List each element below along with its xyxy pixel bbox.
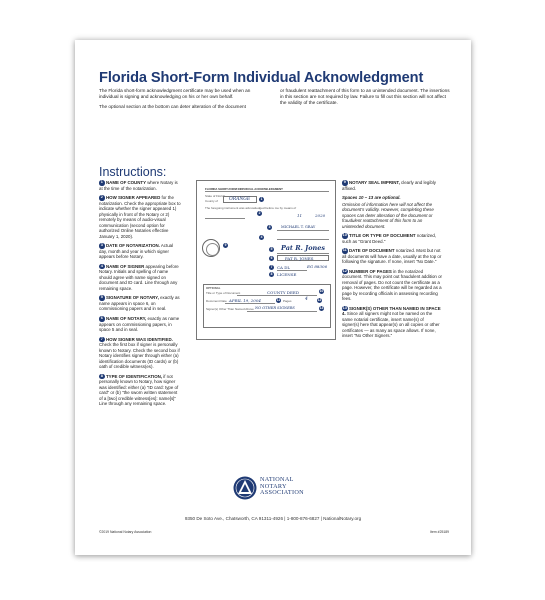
instruction-body: appearing before Notary. Initials and spelling of name should agree with name signed on document and ID card. Line through any remaining space. <box>99 263 179 291</box>
instruction-title: NUMBER OF PAGES <box>349 268 392 274</box>
instruction-item <box>99 243 181 260</box>
instructions-heading: Instructions: <box>99 165 167 179</box>
step-number-badge: 11 <box>342 248 347 253</box>
instruction-body: if not personally known to Notary, how signer was identified: either (a) "ID card: type of card" or (b) "the sworn written statement of a [two] credible witness[es]: name[s]" Line through any remaining space. <box>99 373 179 407</box>
instruction-body: Since all signers might not be named on the same notarial certificate, insert name(s) of signer(s) here that appear(s) on all copies or other certificates — as many as space allows. If none, insert "No Other Signers." <box>342 311 440 339</box>
step-number-badge: 7 <box>100 336 103 341</box>
instruction-body: where Notary is at the time of the notarization. <box>99 180 178 191</box>
instruction-body: clearly and legibly affixed. <box>342 180 436 191</box>
instructions-right-column <box>342 180 442 343</box>
optional-heading: Spaces 10 – 13 are optional. <box>342 195 401 201</box>
notary-seal-icon <box>202 239 220 257</box>
instruction-title: TYPE OF IDENTIFICATION, <box>106 373 163 379</box>
certificate-heading: FLORIDA SHORT-FORM INDIVIDUAL ACKNOWLEDGMENT <box>205 187 283 191</box>
item-number: Item #25189 <box>430 530 449 534</box>
sample-certificate: FLORIDA SHORT-FORM INDIVIDUAL ACKNOWLEDGMENT State of Florida County of ORANGE 1 The foregoing instrument was acknowledged before me by means of 2 11 2020 3 MICHAEL T. GRAY 4 9 Pat R. Jones 5 PAT R. JONES 6 7 CA DL EG 88306 8 LICENSE OPTIONAL Title or Type of Document COUNTY DEED 10 Document Date APRIL 19, 2004 11 Pages 4 12 Signer(s) Other Than Named Above NO OTHER SIGNERS 13 <box>196 180 336 340</box>
instruction-title: NAME OF COUNTY <box>106 180 147 185</box>
instruction-item <box>99 195 181 239</box>
instruction-item <box>342 233 442 244</box>
instruction-body: exactly as name appears in space 6, on commissioning papers and in seal. <box>99 295 180 312</box>
instruction-title: SIGNER(S) OTHER THAN NAMED IN SPACE 4. <box>342 305 441 317</box>
instruction-sheet <box>75 40 471 555</box>
instruction-title: NOTARY SEAL IMPRINT, <box>349 180 400 185</box>
step-number-badge: 6 <box>100 316 103 321</box>
year-value: 2020 <box>315 213 326 218</box>
instruction-item <box>342 180 442 191</box>
intro-right <box>280 88 450 110</box>
step-number-badge: 10 <box>342 233 347 238</box>
instruction-title: HOW SIGNER WAS IDENTIFIED. <box>106 336 173 342</box>
instruction-body: Check the first box if signer is personally known to Notary. Check the second box if Notary identifies signer through either (a) identification documents (ID cards) or (b) oath of credible witness(es). <box>99 342 180 370</box>
step-number-badge: 4 <box>100 263 103 268</box>
step-number-badge: 3 <box>100 243 103 248</box>
instruction-title: NAME OF SIGNER <box>106 263 145 269</box>
notary-name-value: PAT R. JONES <box>285 255 314 261</box>
doc-date-value: APRIL 19, 2004 <box>229 298 261 303</box>
instruction-title: NAME OF NOTARY, <box>106 315 147 321</box>
instruction-title: TITLE OR TYPE OF DOCUMENT <box>349 233 416 239</box>
instruction-title: SIGNATURE OF NOTARY, <box>106 295 159 301</box>
instruction-item <box>342 269 442 302</box>
instructions-left-column <box>99 180 181 411</box>
contact-address: 9350 De Soto Ave., Chatsworth, CA 91311-4926 | 1-800-876-6827 | NationalNotary.org <box>184 516 362 521</box>
instruction-item <box>99 337 181 370</box>
doc-title-value: COUNTY DEED <box>267 290 300 295</box>
step-number-badge: 9 <box>343 180 346 185</box>
instruction-body: for the notarization. Check the appropriate box to indicate whether the signer appeared 1) physically in front of the Notary or 2) remotely by means of audio-visual communication (second option for authorized Online Notaries effective January 1, 2020). <box>99 195 181 239</box>
nna-seal-logo-icon <box>233 476 257 500</box>
instruction-item <box>99 316 181 333</box>
instruction-item <box>99 295 181 312</box>
step-number-badge: 13 <box>342 305 347 310</box>
instruction-body: exactly as name appears on commissioning papers, in space 5 and in seal. <box>99 315 180 333</box>
instruction-body: Actual day, month and year in which signer appears before Notary. <box>99 243 174 260</box>
county-value: ORANGE <box>229 196 251 202</box>
instruction-body: notarized, such as "Grant Deed." <box>342 233 437 244</box>
copyright-notice: ©2019 National Notary Association <box>99 530 152 534</box>
instruction-body: in the notarized document. This may point out fraudulent addition or removal of pages. Do not count the certificate as a page. However, the certificate will be regarded as a page by recording officials in assessing recording fees. <box>342 268 442 302</box>
instruction-item <box>99 180 181 191</box>
instruction-item <box>342 306 442 339</box>
step-number-badge: 5 <box>100 295 103 300</box>
step-number-badge: 2 <box>100 195 103 200</box>
step-number-badge: 12 <box>342 268 347 273</box>
intro-text: The optional section at the bottom can deter alteration of the document <box>99 103 246 109</box>
notary-signature: Pat R. Jones <box>281 244 326 252</box>
instruction-title: DATE OF NOTARIZATION. <box>106 243 160 249</box>
signer-name-value: MICHAEL T. GRAY <box>281 225 316 229</box>
step-number-badge: 8 <box>100 373 103 378</box>
instruction-item <box>99 374 181 407</box>
intro-left <box>99 88 271 114</box>
other-signers-value: NO OTHER SIGNERS <box>255 306 295 310</box>
instruction-title: HOW SIGNER APPEARED <box>106 195 161 201</box>
pages-value: 4 <box>305 297 308 302</box>
intro-text: The Florida short-form acknowledgment certificate may be used when an individual is signing and acknowledging on his or her own behalf. <box>99 88 251 99</box>
instruction-title: DATE OF DOCUMENT <box>349 248 395 254</box>
instruction-item <box>342 248 442 265</box>
optional-body: Omission of information here will not affect the document's validity. However, completing these spaces can deter alteration of the document or fraudulent reattachment of this form to an unintended document. <box>342 201 434 229</box>
nna-logo-text: NATIONAL NOTARY ASSOCIATION <box>260 476 304 497</box>
page-title: Florida Short-Form Individual Acknowledgment <box>99 70 424 86</box>
instruction-body: notarized. Most but not all documents will have a date, usually at the top or following the signature. If none, insert "No Date." <box>342 248 442 265</box>
step-number-badge: 1 <box>100 180 103 185</box>
instruction-item <box>99 264 181 292</box>
optional-note <box>342 195 442 229</box>
intro-text: or fraudulent reattachment of this form to an unintended document. The insertions in this section are not required by law. Failure to fill out this section will not affect the validity of the certificate. <box>280 88 450 105</box>
id-value: CA DL <box>277 265 291 270</box>
